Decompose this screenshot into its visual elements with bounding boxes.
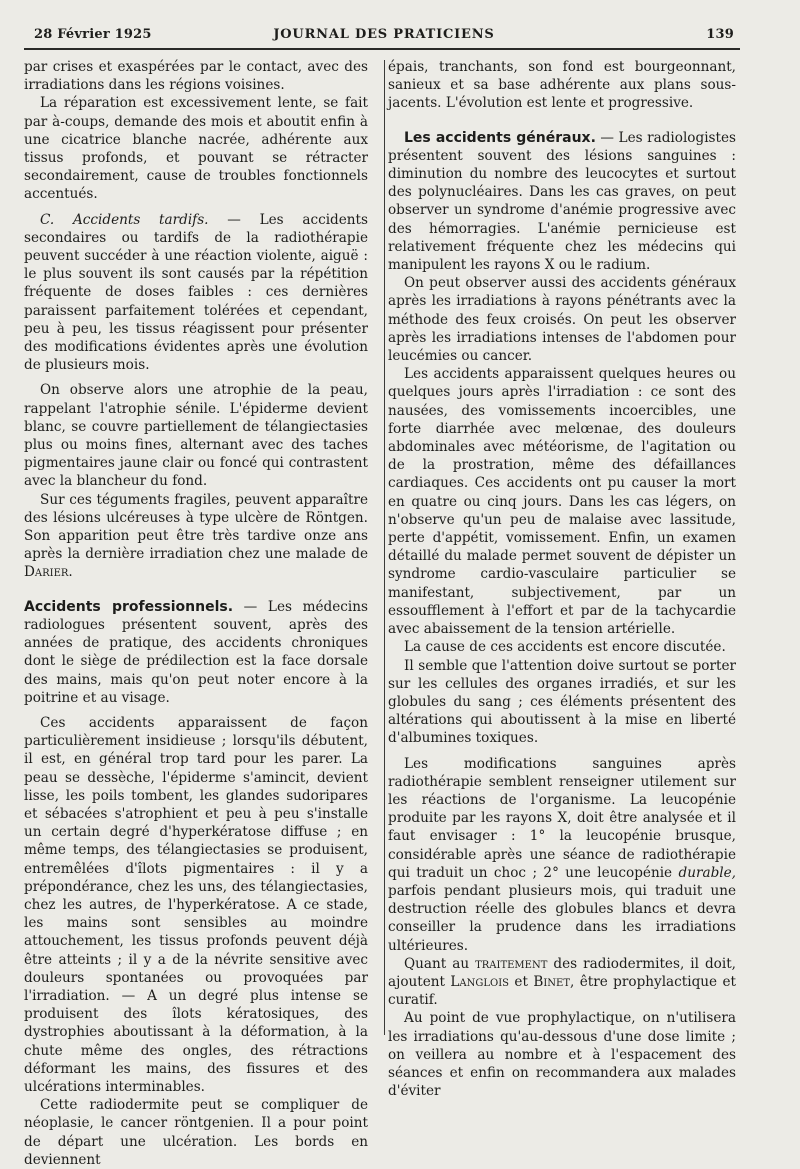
- paragraph-text: être prophylactique et curatif.: [388, 973, 736, 1009]
- journal-title: JOURNAL DES PRATICIENS: [273, 27, 495, 42]
- paragraph-text: — Les médecins radiologues présentent souvent, après des années de pratique, des accidents chroniques dont le siège de prédilection est la face dorsale des mains, mais qu'on peut noter encore à la poitrine et au visage.: [24, 598, 368, 706]
- paragraph: épais, tranchants, son fond est bourgeonnant, sanieux et sa base adhérente aux plans sous-jacents. L'évolution est lente et progressive.: [388, 59, 736, 112]
- paragraph-text: parfois pendant plusieurs mois, qui traduit une destruction réelle des globules blancs et devra conseiller la prudence dans les irradiations ultérieures.: [388, 882, 736, 954]
- right-column: [388, 58, 736, 1100]
- paragraph: Ces accidents apparaissent de façon particulièrement insidieuse ; lorsqu'ils débutent, il est, en général trop tard pour les parer. La peau se dessèche, l'épiderme s'amincit, devient lisse, les poils tombent, les glandes sudoripares et sébacées s'atrophient et peu à peu s'installe un certain degré d'hyperkératose diffuse ; en même temps, des télangiectasies se produisent, entremêlées d'îlots pigmentaires : il y a prépondérance, chez les uns, des télangiectasies, chez les autres, de l'hyperkératose. A ce stade, les mains sont sensibles au moindre attouchement, les tissus profonds peuvent déjà être atteints ; il y a de la névrite sensitive avec douleurs spontanées ou provoquées par l'irradiation. — A un degré plus intense se produisent des îlots kératosiques, des dystrophies aboutissant à la déformation, à la chute même des ongles, des rétractions déformant les mains, des fissures et des ulcérations interminables.: [24, 714, 368, 1095]
- paragraph-text: des radiodermites, il doit, ajoutent: [388, 955, 736, 990]
- paragraph-text: et: [509, 973, 534, 990]
- paragraph: Au point de vue prophylactique, on n'utilisera les irradiations qu'au-dessous d'une dose limite ; on veillera au nombre et à l'espacement des séances et enfin on recommandera aux malades d'éviter: [388, 1010, 736, 1100]
- section-label: C. Accidents tardifs.: [40, 211, 209, 228]
- author-name: Langlois: [450, 973, 510, 990]
- paragraph: Il semble que l'attention doive surtout se porter sur les cellules des organes irradiés, et sur les globules du sang ; ces éléments présentent des altérations qui aboutissent à la mise en liberté d'albumines toxiques.: [388, 657, 736, 747]
- paragraph-accidents-professionnels: [24, 598, 368, 707]
- paragraph: Les accidents apparaissent quelques heures ou quelques jours après l'irradiation : ce sont des nausées, des vomissements incoercibles, une forte diarrhée avec melœnae, des douleurs abdominales avec météorisme, de l'agitation ou de la prostration, même des défaillances cardiaques. Ces accidents ont pu causer la mort en quatre ou cinq jours. Dans les cas légers, on n'observe qu'un peu de malaise avec lassitude, perte d'appétit, vomissement. Enfin, un examen détaillé du malade permet souvent de dépister un syndrome cardio-vasculaire particulier se manifestant, subjectivement, par un essoufflement à l'effort et par de la tachycardie avec abaissement de la tension artérielle.: [388, 366, 736, 638]
- paragraph: [388, 755, 736, 955]
- paragraph: La réparation est excessivement lente, se fait par à-coups, demande des mois et aboutit enfin à une cicatrice blanche nacrée, adhérente aux tissus profonds, et pouvant se rétracter secondairement, cause de troubles fonctionnels accentués.: [24, 95, 368, 203]
- paragraph-text: — Les accidents secondaires ou tardifs de la radiothérapie peuvent succéder à une réaction violente, aiguë : le plus souvent ils sont causés par la répétition fréquente de doses faibles : ces dernières paraissent parfaitement tolérées et cependant, peu à peu, les tissus réagissent pour présenter des modifications évidentes après une évolution de plusieurs mois.: [24, 211, 368, 374]
- paragraph: Cette radiodermite peut se compliquer de néoplasie, le cancer röntgenien. Il a pour point de départ une ulcération. Les bords en deviennent: [24, 1097, 368, 1168]
- paragraph-text: Quant au: [404, 955, 476, 972]
- small-caps-term: traitement: [475, 955, 548, 972]
- column-divider: [384, 60, 385, 1035]
- page-number: 139: [706, 27, 734, 42]
- paragraph: On peut observer aussi des accidents généraux après les irradiations à rayons pénétrants avec la méthode des feux croisés. On peut les observer après les irradiations intenses de l'abdomen pour leucémies ou cancer.: [388, 275, 736, 365]
- paragraph: par crises et exaspérées par le contact, avec des irradiations dans les régions voisines.: [24, 59, 368, 94]
- paragraph-text: Sur ces téguments fragiles, peuvent apparaître des lésions ulcéreuses à type ulcère de Röntgen. Son apparition peut être très tardive onze ans après la dernière irradiation chez une malade de: [24, 491, 368, 563]
- issue-date: 28 Février 1925: [34, 27, 152, 42]
- paragraph-accidents-tardifs: [24, 211, 368, 375]
- author-name: Darier.: [24, 564, 73, 581]
- section-heading: Les accidents généraux.: [404, 129, 596, 146]
- paragraph-accidents-generaux: [388, 129, 736, 275]
- left-column: [24, 58, 368, 1168]
- paragraph-text: — Les radiologistes présentent souvent des lésions sanguines : diminution du nombre des leucocytes et surtout des polynucléaires. Dans les cas graves, on peut observer un syndrome d'anémie progressive avec des hémorragies. L'anémie pernicieuse est relativement fréquente chez les médecins qui manipulent les rayons X ou le radium.: [388, 129, 736, 274]
- emphasis: durable,: [678, 864, 736, 881]
- header-rule: [24, 48, 740, 50]
- paragraph: La cause de ces accidents est encore discutée.: [404, 639, 726, 656]
- running-header: [34, 27, 734, 47]
- author-name: Binet,: [533, 973, 575, 990]
- section-heading: Accidents professionnels.: [24, 598, 234, 615]
- paragraph: [388, 955, 736, 1010]
- paragraph: [24, 491, 368, 582]
- paragraph: On observe alors une atrophie de la peau, rappelant l'atrophie sénile. L'épiderme devient blanc, se couvre partiellement de télangiectasies plus ou moins fines, alternant avec des taches pigmentaires jaune clair ou foncé qui contrastent avec la blancheur du fond.: [24, 382, 368, 490]
- paragraph-text: Les modifications sanguines après radiothérapie semblent renseigner utilement sur les réactions de l'organisme. La leucopénie produite par les rayons X, doit être analysée et il faut envisager : 1° la leucopénie brusque, considérable après une séance de radiothérapie qui traduit un choc ; 2° une leucopénie: [388, 755, 736, 881]
